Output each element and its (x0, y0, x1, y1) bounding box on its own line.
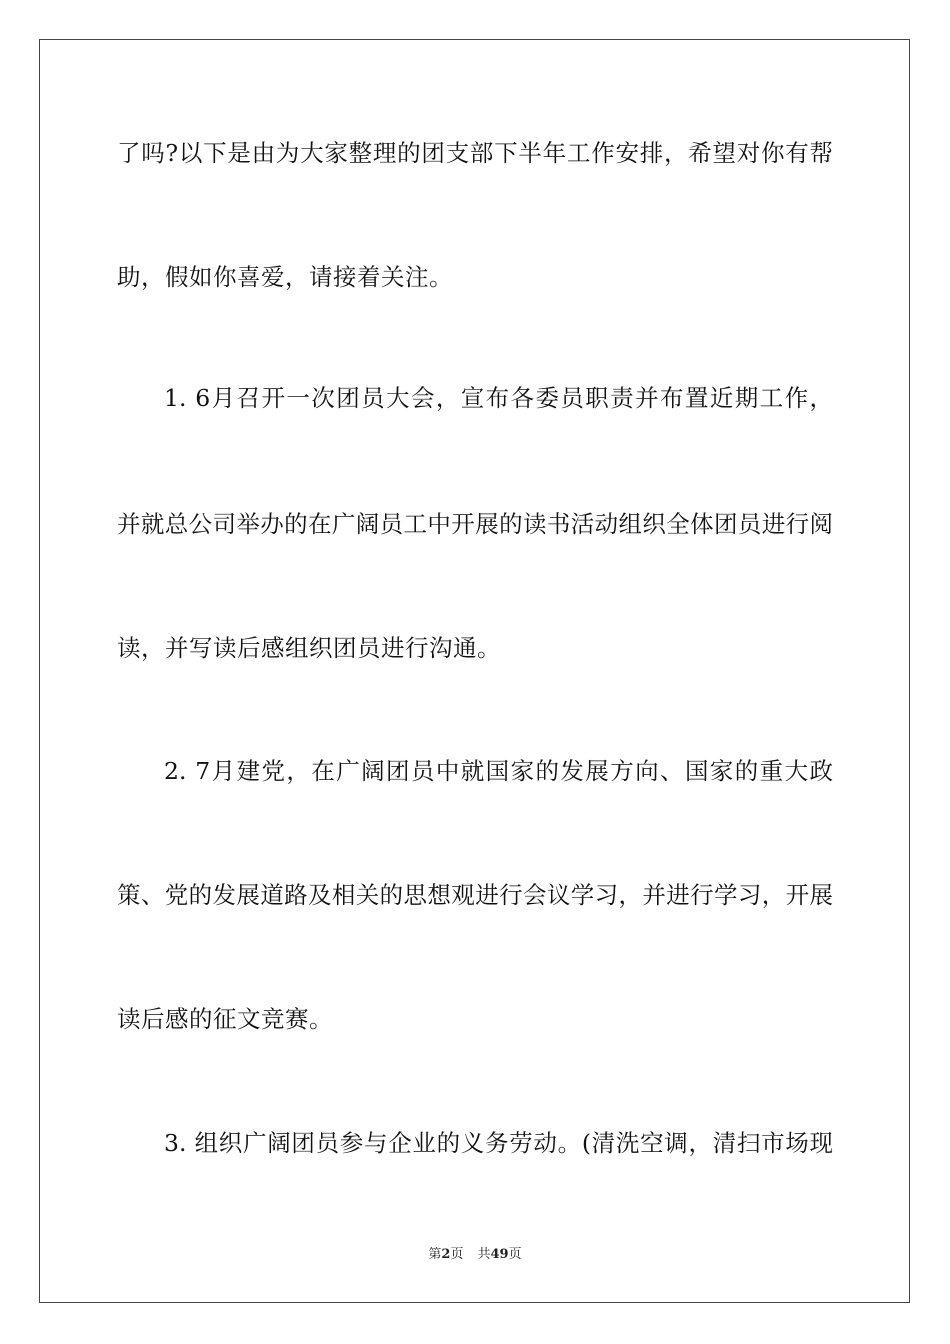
footer-total-prefix: 共 (477, 1247, 491, 1262)
text-line-2: 助，假如你喜爱，请接着关注。 (117, 263, 453, 291)
text-line-3: 1. 6月召开一次团员大会，宣布各委员职责并布置近期工作， (164, 384, 833, 412)
text-line-1: 了吗?以下是由为大家整理的团支部下半年工作安排，希望对你有帮 (117, 139, 833, 167)
text-line-4: 并就总公司举办的在广阔员工中开展的读书活动组织全体团员进行阅 (117, 510, 833, 538)
footer-page-prefix: 第 (428, 1247, 442, 1262)
text-line-9: 3. 组织广阔团员参与企业的义务劳动。(清洗空调，清扫市场现 (164, 1129, 833, 1157)
page-frame (39, 39, 910, 1303)
footer-page-suffix: 页 (450, 1247, 464, 1262)
footer-page-number: 2 (441, 1247, 451, 1262)
text-line-5: 读，并写读后感组织团员进行沟通。 (117, 634, 501, 662)
footer-total-pages: 49 (490, 1247, 509, 1262)
text-line-7: 策、党的发展道路及相关的思想观进行会议学习，并进行学习，开展 (117, 881, 833, 909)
text-line-6: 2. 7月建党，在广阔团员中就国家的发展方向、国家的重大政 (164, 757, 833, 785)
text-line-8: 读后感的征文竞赛。 (117, 1005, 333, 1033)
footer-total-suffix: 页 (508, 1247, 522, 1262)
page-footer (0, 1246, 950, 1264)
